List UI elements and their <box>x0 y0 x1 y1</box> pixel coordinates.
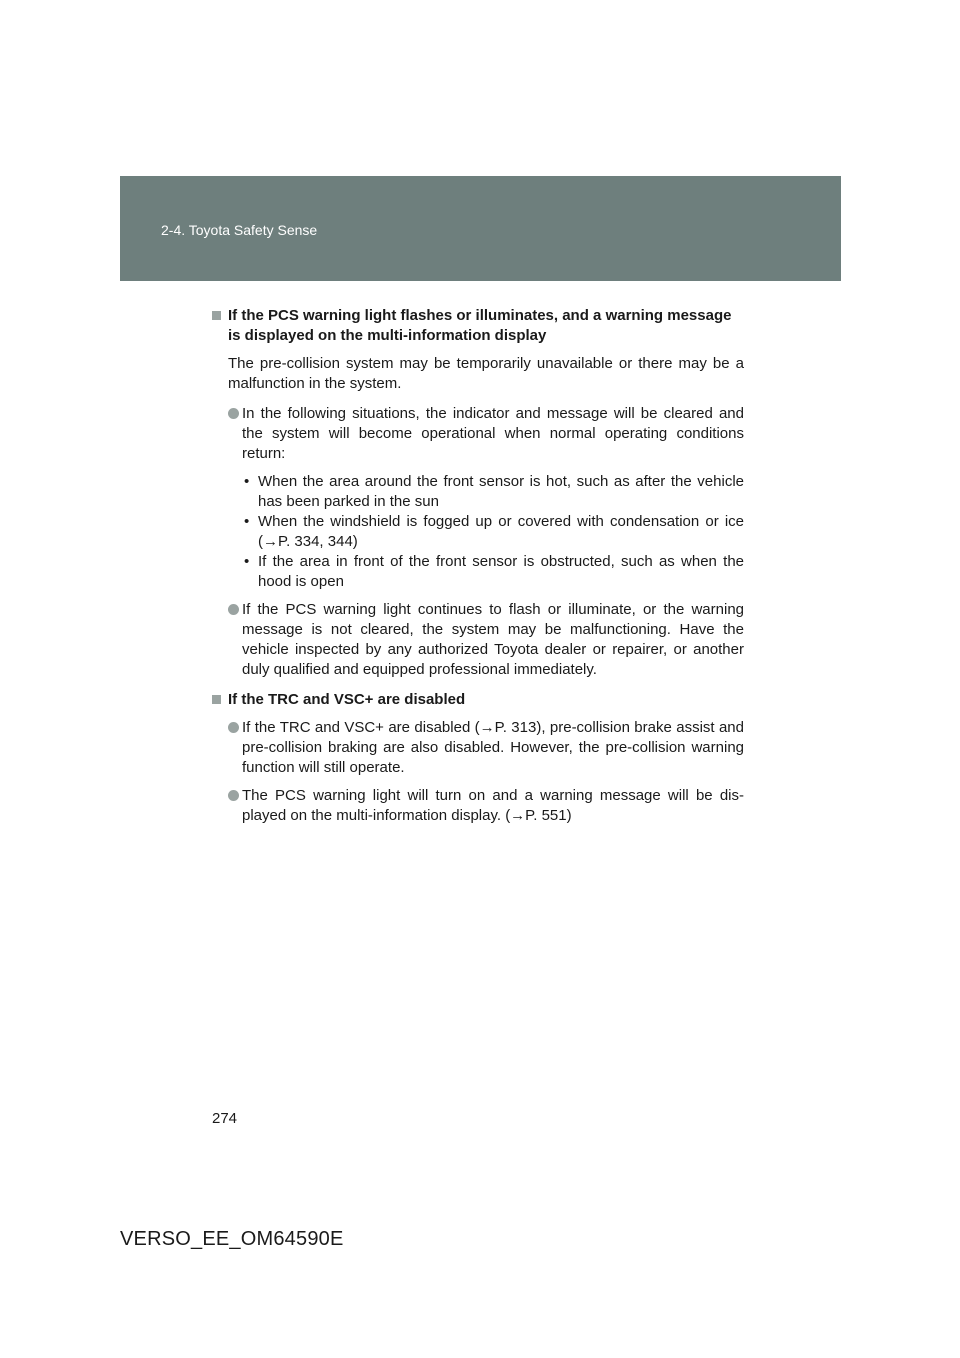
sub-bullet-glyph: • <box>244 513 250 530</box>
bullet-item <box>212 786 744 826</box>
sub-bullet-glyph: • <box>244 473 250 490</box>
intro-paragraph: The pre-collision system may be temporarily unavailable or there may be a malfunction in the system. <box>228 355 744 392</box>
sub-bullet-list <box>212 472 744 592</box>
section-header-band <box>120 176 841 281</box>
bullet-text: The PCS warning light will turn on and a warning message will be dis-played on the multi-information display. (→P. 551) <box>242 787 744 824</box>
round-bullet-icon <box>228 408 239 419</box>
page-content <box>212 306 744 834</box>
round-bullet-icon <box>228 604 239 615</box>
sub-bullet-item <box>212 512 744 552</box>
square-bullet-icon <box>212 311 221 320</box>
sub-bullet-text: When the windshield is fogged up or covered with condensation or ice (→P. 334, 344) <box>258 513 744 550</box>
bullet-item <box>212 600 744 680</box>
bullet-text: If the TRC and VSC+ are disabled (→P. 313), pre-collision brake assist and pre-collision braking are also disabled. However, the pre-collision warning function will still operate. <box>242 719 744 776</box>
sub-bullet-text: If the area in front of the front sensor is obstructed, such as when the hood is open <box>258 553 744 590</box>
square-bullet-icon <box>212 695 221 704</box>
bullet-item <box>212 718 744 778</box>
section-title: 2-4. Toyota Safety Sense <box>161 222 318 238</box>
heading-text: If the PCS warning light flashes or illuminates, and a warning message is displayed on the multi-information display <box>228 307 732 344</box>
document-code: VERSO_EE_OM64590E <box>120 1228 344 1250</box>
bullet-text: In the following situations, the indicator and message will be cleared and the system will become operational when normal operating conditions return: <box>242 405 744 462</box>
sub-bullet-item <box>212 552 744 592</box>
bullet-text: If the PCS warning light continues to flash or illuminate, or the warning message is not cleared, the system may be malfunctioning. Have the vehicle inspected by any authorized Toyota dealer or repairer, or another duly qualified and equipped professional immediately. <box>242 601 744 678</box>
sub-bullet-item <box>212 472 744 512</box>
sub-bullet-glyph: • <box>244 553 250 570</box>
round-bullet-icon <box>228 790 239 801</box>
page-number: 274 <box>212 1110 238 1127</box>
bullet-item <box>212 404 744 464</box>
sub-bullet-text: When the area around the front sensor is hot, such as after the vehicle has been parked in the sun <box>258 473 744 510</box>
heading-text: If the TRC and VSC+ are disabled <box>228 691 466 708</box>
section-heading-pcs-warning <box>212 306 744 346</box>
section-heading-trc-vsc <box>212 690 744 710</box>
round-bullet-icon <box>228 722 239 733</box>
